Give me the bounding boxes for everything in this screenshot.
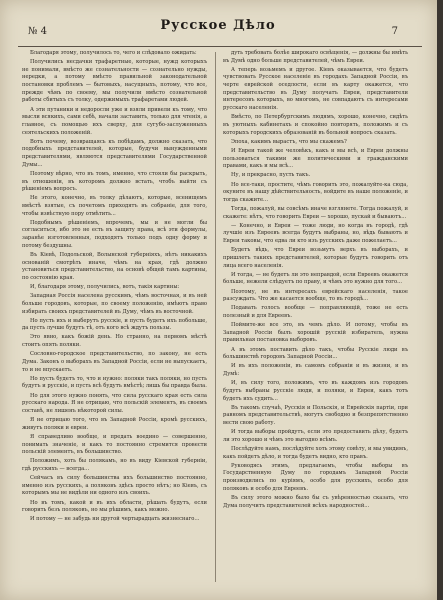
paragraph: Поэтому вѣрно, что въ томъ, именно, что стояли бы раскрыть, въ отношеніи, въ которомъ должно встать, чтобъ выйти съ рѣшеніемъ вопросъ. (22, 170, 207, 193)
paragraph: Подавать голосъ вообще — поправляющій, тоже не есть полезный и для Евреевъ. (223, 305, 408, 319)
paragraph: И, въ силу того, положимъ, что въ каждомъ изъ городовъ будутъ выбраны русскіе люди, и поляки, и Евреи, какъ тотъ будетъ ихъ судить... (223, 380, 408, 402)
paragraph: Но въ томъ, какой и въ ихъ области, рѣшать будутъ, если говорить безъ поляковъ, но мы рѣшимъ, какъ можно. (22, 499, 207, 514)
paragraph: Я не отрицаю того, что въ Западной Россіи, кромѣ русскихъ, живутъ поляки и евреи. (22, 417, 207, 431)
paragraph: Но для этого нужно понять, что сила русскаго края есть сила русскаго народа. Я не отрицаю, что польскій элементъ, въ своемъ составѣ, не лишенъ нѣкоторой силы. (22, 392, 207, 414)
paragraph: Послѣдуйте намъ, послѣдуйте хоть этому совѣту, и мы увидимъ, какъ пойдетъ дѣло, и тогда будетъ видно, кто правъ. (223, 446, 408, 460)
paragraph: Въ такомъ случаѣ, Русскія и Польскія, и Еврейскія партіи, при равномъ представительствѣ, могутъ свободно и безпрепятственно вести свою работу. (223, 404, 408, 427)
column-divider (215, 52, 216, 582)
paragraph: Сейчасъ въ силу большинства ихъ большинство постоянно, именно изъ русскихъ, а поляковъ здѣсь просто нѣтъ; но Кіевъ, съ которымъ мы не видѣли ни одного изъ своихъ. (22, 475, 207, 497)
paragraph: И въ ихъ положеніи, въ самомъ собраніи и въ жизни, и въ Думѣ: (223, 363, 408, 378)
header-rule (18, 46, 422, 47)
masthead-title: Русское Дѣло (160, 18, 276, 33)
paragraph: Я справедливо вообще, и предать воедино — совершенно, понимать значеніе, и какъ то постоянно стремится провести польскій элементъ, въ большинство. (22, 433, 207, 456)
right-column (223, 50, 408, 512)
paragraph: дуть требовать болѣе широкаго освѣщенія, — должны бы имѣть въ Думѣ одно больше представителей, чѣмъ Евреи. (223, 50, 408, 64)
paragraph: Поэтому, не въ интересахъ еврейскаго населенія, такое разсуждать. Что же касается вообще, то въ городѣ... (223, 288, 408, 303)
paragraph: Получились несдачки трафаретные, которые, нужд которыхъ не понимали, вмѣсто же сознательности — сознательно нужды, нередки, а потому вмѣсто правильной законодательной постановки проблемъ — бытовыхъ, насущныхъ, потому, что все, прежде чѣмъ по своему, мы получили вмѣсто сознательной работы сбитыхъ съ толку, одержимыхъ трафаретами людей. (22, 59, 207, 104)
paragraph: Западная Россія населена русскимъ, чѣмъ восточная, и въ ней больше городовъ, которые, по своему положенію, имѣютъ право избирать своихъ представителей въ Думу, чѣмъ въ восточной. (22, 293, 207, 315)
paragraph: А теперь возьмемъ и другое. Кіевъ оказывается, что будетъ чувствовать Русское населеніе въ городахъ Западной Россіи, въ черте еврейской оседлости, если въ карту окажется, что представительство въ Думу получатъ Евреи, представители интересовъ которыхъ, во многомъ, не совпадаютъ съ интересами русскаго населенія. (223, 66, 408, 112)
paragraph: Въ Кіевѣ, Подольской, Волынской губерніяхъ, нѣтъ никакихъ основаній смотрѣть иначе, чѣмъ на края, гдѣ должно установиться представительство, на основѣ общей тамъ картины, по состоянію края. (22, 251, 207, 281)
paragraph: Будетъ вѣдь, что Евреи возьмутъ верхъ въ выборахъ, и пришлетъ такихъ представителей, которые будутъ говорить отъ лица всего населенія. (223, 247, 408, 269)
paragraph: — Конечно, и Евреи — тоже люди, но когда въ городѣ, гдѣ лучшіе изъ Евреевъ всегда будутъ выбраны, но, вѣдь бываютъ и Евреи таковы, что едва ли кто изъ русскихъ даже пожелаетъ... (223, 222, 408, 245)
paragraph: Не этого, конечно, въ толку дѣлаютъ, которые, всенищемъ вмѣстѣ взятые, съ почетомъ приходятъ въ собраніе, для того, чтобы извѣстную пору отмѣтить... (22, 195, 207, 217)
paragraph: А эти путаники и недоросли уже и взяли привели къ тому, что мысли всякихъ, сами себѣ, начали заставить, только для чтенія, а главное, съ помощью ихъ сверху, для сугубо-заслуженныхъ сеятельскихъ положеній. (22, 106, 207, 136)
paragraph: И тогда, — не будетъ ли это неправдой, если Евреевъ окажется больше, нежели слѣдуетъ по праву, и чѣмъ это нужно для того... (223, 271, 408, 286)
paragraph: И потому — не забудь ни другой чертырадцать жизнеснаго... (30, 516, 200, 523)
paragraph: Подобнымъ рѣшеніемъ, впрочемъ, мы и не могли бы согласиться, ибо это не есть въ защиту права, всѣ эти формулы, заранѣе изготовленныя, подходятъ только подъ одну форму и потому бездушны. (22, 219, 207, 249)
paragraph: А въ этомъ поставить дѣло такъ, чтобы Русскіе люди въ большинствѣ городовъ Западной Россіи... (223, 346, 408, 361)
paragraph: И тогда выборы пройдутъ, если это предоставить дѣлу, будетъ ли это хорошо и чѣмъ это выгодно всѣмъ. (223, 429, 408, 443)
paragraph: Но пусть ихъ и выберутъ русскіе, и пусть будетъ ихъ побольше, да пусть лучше будутъ тѣ, отъ кого всѣ ждутъ пользы. (22, 317, 207, 332)
paragraph: Но пусть будетъ то, что и нужно: поляки такъ поляки, но пусть будутъ и русскіе, и пусть всѣ будутъ вмѣстѣ; лишь бы правда была. (22, 375, 207, 390)
paragraph: Руководясь этимъ, предлагаемъ, чтобы выборы въ Государственную Думу по городамъ Западной Россіи производились по куріямъ, особо для русскихъ, особо для поляковъ и особо для Евреевъ. (223, 462, 408, 492)
paragraph: Эпоха, какимъ вырастъ, что мы скажемъ? (231, 138, 347, 145)
paragraph: И Евреи такой же человѣкъ, какъ и мы всѣ, и Евреи должны пользоваться такими же политическими и гражданскими правами, какъ и мы всѣ... (223, 147, 408, 170)
paragraph: Положимъ, хоть бы полякамъ, но въ виду Кіевской губерніи, гдѣ русскихъ — всегда... (22, 458, 207, 472)
page-header (18, 18, 418, 42)
paragraph: Благодаря этому, получилось то, чего и слѣдовало ожидать: (30, 50, 197, 56)
paragraph: И, благодаря этому, получились, вотъ, такія картины: (30, 284, 180, 291)
paragraph: Ну, и прекрасно, пусть такъ. (231, 172, 311, 179)
paragraph: Поймите-же все это, въ чемъ дѣло. И потому, чтобы въ Западной Россіи былъ хорошій русскій избиратель, нужна правильная постановка выборовъ. (223, 322, 408, 344)
paragraph: Но все-таки, простите, чѣмъ говорить это, пожалуйте-ка сюда, окуните въ нашу дѣйствительность, войдите въ наше положеніе, и тогда скажите... (223, 181, 408, 203)
paragraph: Это явно, какъ божій день. Но странно, на первомъ мѣстѣ стоитъ опять поляки. (22, 334, 207, 349)
paragraph: Вотъ почему, возвращаясь къ побѣдамъ, должно сказать, что подобныхъ представителей, которые, будучи вынужденными представителями, являются представителями Государственной Думы... (22, 138, 207, 168)
page-number: 7 (391, 26, 398, 37)
issue-number: № 4 (28, 26, 48, 37)
paragraph: Вмѣсто, по Петербургскимъ людямъ, хорошо, конечно, сидѣть въ уютныхъ кабинетахъ и спокойно повторять, положимъ и съ которыхъ городскихъ образованій въ больной вопросъ сказать. (223, 114, 408, 136)
paragraph: Сословно-городское представительство, по закону, не есть Дума. Законъ о выборахъ въ Западной Россіи, если не выпускаетъ, то и не впускаетъ. (22, 351, 207, 373)
left-column (22, 50, 207, 526)
paragraph: Въ силу этого можно было бы съ увѣренностью сказать, что Дума получитъ представителей всѣхъ народностей... (223, 494, 408, 509)
paragraph: Тогда, пожалуй, вы совсѣмъ иначе взглянете. Тогда пожалуй, и скажете: нѣтъ, что говорить Евреи — хорошо, пускай и бываютъ... (223, 205, 408, 220)
